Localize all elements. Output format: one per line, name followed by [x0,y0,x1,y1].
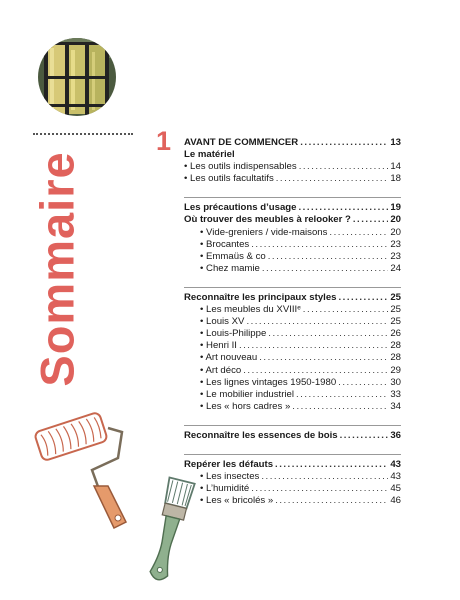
toc-leader [239,340,388,352]
toc-entry-page: 25 [390,304,401,316]
toc-entry[interactable] [184,483,401,495]
toc-leader [338,377,388,389]
toc-entry[interactable] [184,239,401,251]
toc-leader [262,263,388,275]
toc-entry-label: • Les « hors cadres » [200,400,291,412]
toc-entry-page: 26 [390,328,401,340]
toc-entry[interactable] [184,471,401,483]
toc-entry-label: Repérer les défauts [184,458,274,470]
toc-entry-page: 45 [390,483,401,495]
table-of-contents [184,137,401,507]
toc-leader [246,316,388,328]
toc-entry-label: • Les meubles du XVIIIᵉ [200,304,301,316]
chapter-number: 1 [156,126,172,156]
toc-leader [339,292,389,304]
dotted-divider [33,133,133,135]
toc-leader [268,328,388,340]
toc-leader [251,239,388,251]
toc-entry[interactable] [184,430,401,442]
toc-entry[interactable] [184,377,401,389]
toc-entry[interactable] [184,227,401,239]
toc-entry-page: 25 [390,316,401,328]
toc-entry[interactable] [184,263,401,275]
page-title: Sommaire [30,151,84,387]
toc-entry-page: 33 [390,388,401,400]
toc-entry-label: • L’humidité [200,483,250,495]
toc-entry-label: • Les outils facultatifs [184,173,274,185]
toc-entry-page: 29 [390,364,401,376]
toc-entry-page: 28 [390,352,401,364]
toc-entry-label: • Brocantes [200,238,250,250]
toc-leader [275,495,388,507]
toc-leader [261,471,388,483]
toc-entry-page: 43 [390,458,401,470]
toc-entry-page: 13 [390,137,401,148]
toc-entry-label: • Emmaüs & co [200,250,266,262]
toc-entry[interactable] [184,389,401,401]
toc-leader [292,401,388,413]
toc-leader [340,430,389,442]
toc-leader [243,365,388,377]
toc-entry-page: 46 [390,495,401,507]
toc-entry[interactable] [184,149,401,161]
toc-entry-label: • Art déco [200,364,242,376]
toc-entry[interactable] [184,352,401,364]
toc-leader [300,137,388,149]
toc-entry-page: 23 [390,238,401,250]
window-photo [38,38,116,116]
toc-entry-label: • Henri II [200,340,237,352]
toc-entry-label: • Vide-greniers / vide-maisons [200,226,328,238]
toc-leader [303,304,389,316]
toc-entry-label: • Art nouveau [200,352,258,364]
toc-entry-page: 19 [390,202,401,214]
toc-entry-label: Reconnaître les essences de bois [184,429,338,441]
toc-entry-page: 28 [390,340,401,352]
toc-entry[interactable] [184,304,401,316]
toc-leader [268,251,389,263]
title-wrap [28,151,86,387]
toc-entry[interactable] [184,495,401,507]
toc-entry-page: 36 [390,429,401,441]
toc-entry[interactable] [184,340,401,352]
toc-entry-page: 20 [390,226,401,238]
toc-entry-page: 18 [390,173,401,185]
toc-entry-label: Les précautions d’usage [184,202,297,214]
toc-entry[interactable] [184,161,401,173]
toc-entry[interactable] [184,173,401,185]
toc-entry-label: AVANT DE COMMENCER [184,137,299,148]
toc-entry-label: • Chez mamie [200,262,260,274]
toc-entry-label: Le matériel [184,149,235,161]
toc-entry[interactable] [184,459,401,471]
toc-entry-label: • Le mobilier industriel [200,388,295,400]
toc-entry-label: • Les insectes [200,471,260,483]
toc-entry-page: 25 [390,291,401,303]
toc-entry[interactable] [184,137,401,149]
toc-entry-label: • Les lignes vintages 1950-1980 [200,376,337,388]
toc-entry[interactable] [184,214,401,226]
toc-leader [329,227,388,239]
toc-leader [275,459,388,471]
toc-entry-page: 24 [390,262,401,274]
toc-entry-page: 14 [390,161,401,173]
toc-leader [259,352,388,364]
toc-entry-page: 20 [390,214,401,226]
toc-entry[interactable] [184,365,401,377]
toc-entry[interactable] [184,328,401,340]
toc-entry-page: 30 [390,376,401,388]
toc-entry-label: • Louis XV [200,316,245,328]
toc-entry[interactable] [184,292,401,304]
toc-entry[interactable] [184,316,401,328]
toc-leader [353,214,388,226]
toc-leader [299,161,389,173]
toc-entry-page: 43 [390,471,401,483]
toc-leader [251,483,388,495]
toc-entry[interactable] [184,401,401,413]
toc-leader [296,389,388,401]
toc-entry-page: 23 [390,250,401,262]
toc-entry-label: Où trouver des meubles à relooker ? [184,214,351,226]
toc-entry-page: 34 [390,400,401,412]
toc-entry-label: • Louis-Philippe [200,328,267,340]
toc-entry-label: Reconnaître les principaux styles [184,291,337,303]
toc-leader [299,202,389,214]
paint-roller-icon [30,400,140,530]
toc-entry[interactable] [184,251,401,263]
paint-brush-icon [140,475,200,590]
toc-entry-label: • Les « bricolés » [200,495,274,507]
toc-leader [276,173,389,185]
toc-entry-label: • Les outils indispensables [184,161,297,173]
toc-entry[interactable] [184,202,401,214]
